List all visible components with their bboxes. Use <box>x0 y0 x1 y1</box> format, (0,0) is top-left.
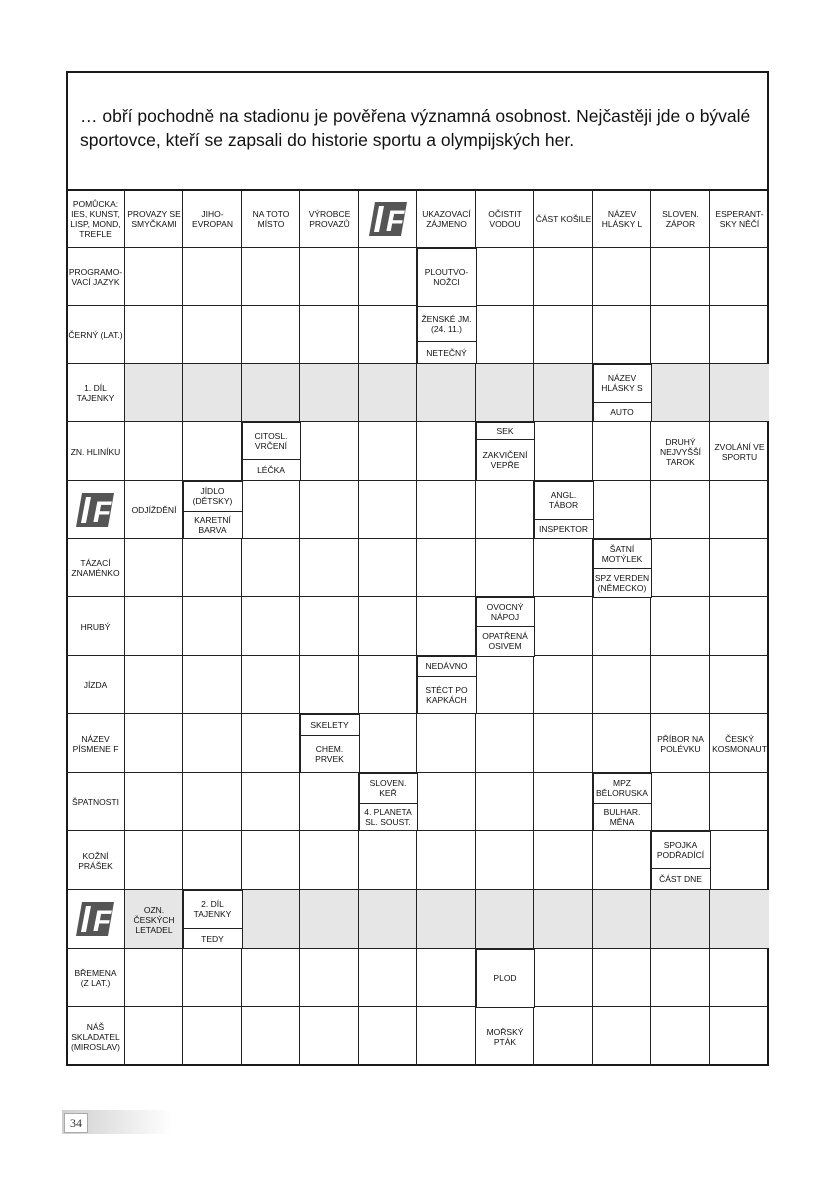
tajenka-2-clue: 2. DÍL TAJENKY <box>183 890 243 930</box>
grid-cell[interactable] <box>710 364 769 422</box>
grid-cell[interactable] <box>651 306 710 364</box>
grid-cell[interactable] <box>534 364 593 422</box>
grid-cell[interactable] <box>125 949 183 1007</box>
grid-cell[interactable] <box>183 539 242 597</box>
planeta-clue: 4. PLANETA SL. SOUST. <box>359 803 418 832</box>
grid-cell[interactable] <box>476 831 534 890</box>
grid-cell[interactable] <box>534 831 593 890</box>
grid-cell[interactable] <box>534 949 593 1007</box>
na-toto-misto-clue: NA TOTO MÍSTO <box>252 209 290 229</box>
grid-cell[interactable] <box>593 597 651 656</box>
grid-cell[interactable] <box>183 773 242 831</box>
logo-f-icon <box>74 900 116 938</box>
grid-cell[interactable] <box>476 248 534 306</box>
grid-cell[interactable] <box>651 481 710 539</box>
grid-cell[interactable] <box>242 656 300 714</box>
grid-cell[interactable] <box>300 597 359 656</box>
grid-cell[interactable] <box>651 364 710 422</box>
grid-cell[interactable] <box>242 481 300 539</box>
zn-hliniku-clue: ZN. HLINÍKU <box>70 446 121 457</box>
logo-cell <box>66 890 125 949</box>
hint-clue: POMŮCKA: IES, KUNST, LISP, MOND, TREFLE <box>70 199 121 239</box>
karetni-barva-clue: KARETNÍ BARVA <box>183 511 243 540</box>
grid-cell[interactable] <box>300 949 359 1007</box>
logo-cell <box>66 481 125 539</box>
grid-cell[interactable] <box>593 422 651 481</box>
grid-cell[interactable] <box>359 422 417 481</box>
skelety-clue: SKELETY <box>300 714 360 736</box>
grid-cell[interactable] <box>242 890 300 949</box>
grid-cell[interactable] <box>125 831 183 890</box>
jizda-clue: JÍZDA <box>83 680 108 690</box>
grid-cell[interactable] <box>417 539 476 597</box>
kozni-prasek-clue: KOŽNÍ PRÁŠEK <box>78 850 113 871</box>
grid-cell[interactable] <box>242 539 300 597</box>
esperantsky-neci-clue: ESPERANT- SKY NĚČÍ <box>715 209 764 229</box>
tajenka-1-clue: 1. DÍL TAJENKY <box>76 383 115 403</box>
grid-cell[interactable] <box>359 656 417 714</box>
spatnosti-clue: ŠPATNOSTI <box>72 797 119 807</box>
sloven-zapor-clue: SLOVEN. ZÁPOR <box>662 209 699 229</box>
grid-cell[interactable] <box>125 597 183 656</box>
spojka-podradici-clue: SPOJKA PODŘADÍCÍ <box>651 831 711 870</box>
grid-cell[interactable] <box>593 248 651 306</box>
mpz-beloruska-clue: MPZ BĚLORUSKA <box>593 773 652 804</box>
logo-cell <box>359 190 417 248</box>
nedavno-clue: NEDÁVNO <box>417 656 477 678</box>
grid-cell[interactable] <box>476 481 534 539</box>
grid-cell[interactable] <box>183 422 242 481</box>
grid-cell[interactable] <box>417 597 476 656</box>
grid-cell[interactable] <box>593 890 651 949</box>
grid-cell[interactable] <box>125 656 183 714</box>
grid-cell[interactable] <box>183 597 242 656</box>
grid-cell[interactable] <box>710 656 769 714</box>
ovocny-napoj-clue: OVOCNÝ NÁPOJ <box>476 597 535 628</box>
grid-cell[interactable] <box>183 364 242 422</box>
grid-cell[interactable] <box>125 248 183 306</box>
grid-cell[interactable] <box>651 248 710 306</box>
grid-cell[interactable] <box>242 306 300 364</box>
grid-cell[interactable] <box>534 306 593 364</box>
chem-prvek-clue: CHEM. PRVEK <box>300 735 360 774</box>
grid-cell[interactable] <box>476 656 534 714</box>
grid-cell[interactable] <box>417 1007 476 1066</box>
odjizdeni-clue: ODJÍŽDĚNÍ <box>131 505 177 515</box>
grid-cell[interactable] <box>534 656 593 714</box>
svg-text:F: F <box>92 495 112 529</box>
grid-cell[interactable] <box>242 248 300 306</box>
nazev-pismene-f-clue: NÁZEV PÍSMENE F <box>72 733 119 754</box>
grid-cell[interactable] <box>300 890 359 949</box>
satni-motylek-clue: ŠATNÍ MOTÝLEK <box>593 539 652 569</box>
grid-cell[interactable] <box>651 890 710 949</box>
grid-cell[interactable] <box>534 714 593 773</box>
hruby-clue: HRUBÝ <box>80 621 111 632</box>
grid-cell[interactable] <box>125 422 183 481</box>
sloven-ker-clue: SLOVEN. KEŘ <box>359 773 418 804</box>
grid-cell[interactable] <box>359 714 417 773</box>
svg-text:F: F <box>385 204 404 238</box>
grid-cell[interactable] <box>300 1007 359 1066</box>
grid-cell[interactable] <box>359 1007 417 1066</box>
grid-cell[interactable] <box>359 949 417 1007</box>
grid-cell[interactable] <box>651 1007 710 1066</box>
grid-cell[interactable] <box>242 831 300 890</box>
grid-cell[interactable] <box>300 481 359 539</box>
nas-skladatel-clue: NÁŠ SKLADATEL (MIROSLAV) <box>71 1021 120 1052</box>
jidlo-detsky-clue: JÍDLO (DĚTSKY) <box>183 481 243 512</box>
grid-cell[interactable] <box>417 714 476 773</box>
sek-clue: SEK <box>476 422 535 441</box>
grid-cell[interactable] <box>417 422 476 481</box>
grid-cell[interactable] <box>476 714 534 773</box>
lecka-clue: LÉČKA <box>242 459 301 481</box>
druhy-nejvyssi-tarok-clue: DRUHÝ NEJVYŠŠÍ TAROK <box>659 436 702 467</box>
logo-f-icon <box>367 200 409 238</box>
angl-tabor-clue: ANGL. TÁBOR <box>534 481 594 520</box>
grid-cell[interactable] <box>242 364 300 422</box>
grid-cell[interactable] <box>242 949 300 1007</box>
grid-cell[interactable] <box>710 1007 769 1066</box>
grid-cell[interactable] <box>710 949 769 1007</box>
nazev-hlasky-s-clue: NÁZEV HLÁSKY S <box>593 364 652 403</box>
grid-cell[interactable] <box>300 248 359 306</box>
grid-cell[interactable] <box>183 831 242 890</box>
grid-cell[interactable] <box>359 597 417 656</box>
grid-cell[interactable] <box>300 364 359 422</box>
grid-cell[interactable] <box>183 949 242 1007</box>
grid-cell[interactable] <box>710 306 769 364</box>
grid-cell[interactable] <box>359 306 417 364</box>
grid-cell[interactable] <box>125 714 183 773</box>
grid-cell[interactable] <box>359 890 417 949</box>
programovaci-jazyk-clue: PROGRAMO- VACÍ JAZYK <box>68 267 123 287</box>
grid-cell[interactable] <box>593 949 651 1007</box>
grid-cell[interactable] <box>710 597 769 656</box>
grid-cell[interactable] <box>417 773 476 831</box>
grid-cell[interactable] <box>300 422 359 481</box>
intro-text: … obří pochodně na stadionu je pověřena významná osobnost. Nejčastěji jde o bývalé sportovce, kteří se zapsali do historie sportu a olympijských her. <box>80 106 751 150</box>
crossword-grid <box>66 190 769 1066</box>
zakviceni-vepre-clue: ZAKVIČENÍ VEPŘE <box>476 439 535 481</box>
grid-cell[interactable] <box>242 773 300 831</box>
tedy-clue: TEDY <box>183 928 243 949</box>
svg-text:F: F <box>92 905 112 938</box>
grid-cell[interactable] <box>359 248 417 306</box>
stect-po-kapkach-clue: STÉCT PO KAPKÁCH <box>417 676 477 714</box>
grid-cell[interactable] <box>125 773 183 831</box>
morsky-ptak-clue: MOŘSKÝ PTÁK <box>486 1026 524 1047</box>
grid-cell[interactable] <box>534 773 593 831</box>
grid-cell[interactable] <box>125 306 183 364</box>
opatrena-osivem-clue: OPATŘENÁ OSIVEM <box>476 626 535 657</box>
grid-cell[interactable] <box>242 1007 300 1066</box>
grid-cell[interactable] <box>183 656 242 714</box>
grid-cell[interactable] <box>300 773 359 831</box>
grid-cell[interactable] <box>183 714 242 773</box>
grid-cell[interactable] <box>242 714 300 773</box>
grid-cell[interactable] <box>593 714 651 773</box>
grid-cell[interactable] <box>476 364 534 422</box>
provazy-clue: PROVAZY SE SMYČKAMI <box>127 209 181 229</box>
grid-cell[interactable] <box>593 1007 651 1066</box>
grid-cell[interactable] <box>651 656 710 714</box>
grid-cell[interactable] <box>300 306 359 364</box>
grid-cell[interactable] <box>417 481 476 539</box>
cerny-lat-clue: ČERNÝ (LAT.) <box>68 330 123 340</box>
cast-dne-clue: ČÁST DNE <box>651 868 711 890</box>
grid-cell[interactable] <box>534 422 593 481</box>
grid-cell[interactable] <box>359 539 417 597</box>
grid-cell[interactable] <box>476 539 534 597</box>
grid-cell[interactable] <box>651 773 710 831</box>
grid-cell[interactable] <box>476 306 534 364</box>
ploutvonozci-clue: PLOUTVO- NOŽCI <box>417 248 477 307</box>
grid-cell[interactable] <box>710 890 769 949</box>
grid-cell[interactable] <box>359 831 417 890</box>
grid-cell[interactable] <box>300 656 359 714</box>
grid-cell[interactable] <box>183 248 242 306</box>
bulhar-mena-clue: BULHAR. MĚNA <box>593 803 652 832</box>
grid-cell[interactable] <box>593 656 651 714</box>
grid-cell[interactable] <box>593 306 651 364</box>
ukazovaci-zajmeno-clue: UKAZOVACÍ ZÁJMENO <box>422 209 471 229</box>
grid-cell[interactable] <box>125 539 183 597</box>
grid-cell[interactable] <box>183 306 242 364</box>
grid-cell[interactable] <box>710 539 769 597</box>
grid-cell[interactable] <box>534 597 593 656</box>
grid-cell[interactable] <box>534 1007 593 1066</box>
grid-cell[interactable] <box>593 831 651 890</box>
grid-cell[interactable] <box>651 597 710 656</box>
grid-cell[interactable] <box>710 248 769 306</box>
grid-cell[interactable] <box>534 248 593 306</box>
page-number: 34 <box>64 1113 88 1133</box>
zvolani-ve-sportu-clue: ZVOLÁNÍ VE SPORTU <box>714 441 765 462</box>
vyrobce-provazu-clue: VÝROBCE PROVAZŮ <box>308 209 351 229</box>
grid-cell[interactable] <box>534 539 593 597</box>
bremena-clue: BŘEMENA (Z LAT.) <box>74 968 117 988</box>
grid-cell[interactable] <box>476 773 534 831</box>
grid-cell[interactable] <box>359 364 417 422</box>
inspektor-clue: INSPEKTOR <box>534 519 594 540</box>
grid-cell[interactable] <box>710 831 769 890</box>
grid-cell[interactable] <box>125 1007 183 1066</box>
jiho-evropan-clue: JIHO- EVROPAN <box>192 209 233 229</box>
nazev-hlasky-l-clue: NÁZEV HLÁSKY L <box>601 209 643 229</box>
grid-cell[interactable] <box>593 481 651 539</box>
grid-cell[interactable] <box>417 890 476 949</box>
grid-cell[interactable] <box>651 949 710 1007</box>
logo-f-icon <box>74 491 116 529</box>
grid-cell[interactable] <box>651 539 710 597</box>
grid-cell[interactable] <box>710 481 769 539</box>
grid-cell[interactable] <box>476 890 534 949</box>
citosl-vrceni-clue: CITOSL. VRČENÍ <box>242 422 301 461</box>
grid-cell[interactable] <box>417 949 476 1007</box>
plod-clue: PLOD <box>476 949 535 1008</box>
auto-clue: AUTO <box>593 402 652 423</box>
netecny-clue: NETEČNÝ <box>417 341 477 364</box>
grid-cell[interactable] <box>183 1007 242 1066</box>
grid-cell[interactable] <box>125 364 183 422</box>
cast-kosile-clue: ČÁST KOŠILE <box>535 214 592 224</box>
ozn-ceskych-letadel-clue: OZN. ČESKÝCH LETADEL <box>133 904 175 935</box>
grid-cell[interactable] <box>300 539 359 597</box>
pribor-na-polevku-clue: PŘÍBOR NA POLÉVKU <box>657 733 704 754</box>
ocistit-vodou-clue: OČISTIT VODOU <box>488 209 522 229</box>
grid-cell[interactable] <box>710 773 769 831</box>
grid-cell[interactable] <box>534 890 593 949</box>
zenske-jm-clue: ŽENSKÉ JM. (24. 11.) <box>417 306 477 343</box>
cesky-kosmonaut-clue: ČESKÝ KOSMONAUT <box>712 733 767 754</box>
spz-verden-clue: SPZ VERDEN (NĚMECKO) <box>593 568 652 598</box>
grid-cell[interactable] <box>300 831 359 890</box>
grid-cell[interactable] <box>417 364 476 422</box>
grid-cell[interactable] <box>417 831 476 890</box>
grid-cell[interactable] <box>242 597 300 656</box>
grid-cell[interactable] <box>359 481 417 539</box>
tazaci-znamenko-clue: TÁZACÍ ZNAMÉNKO <box>71 558 120 578</box>
